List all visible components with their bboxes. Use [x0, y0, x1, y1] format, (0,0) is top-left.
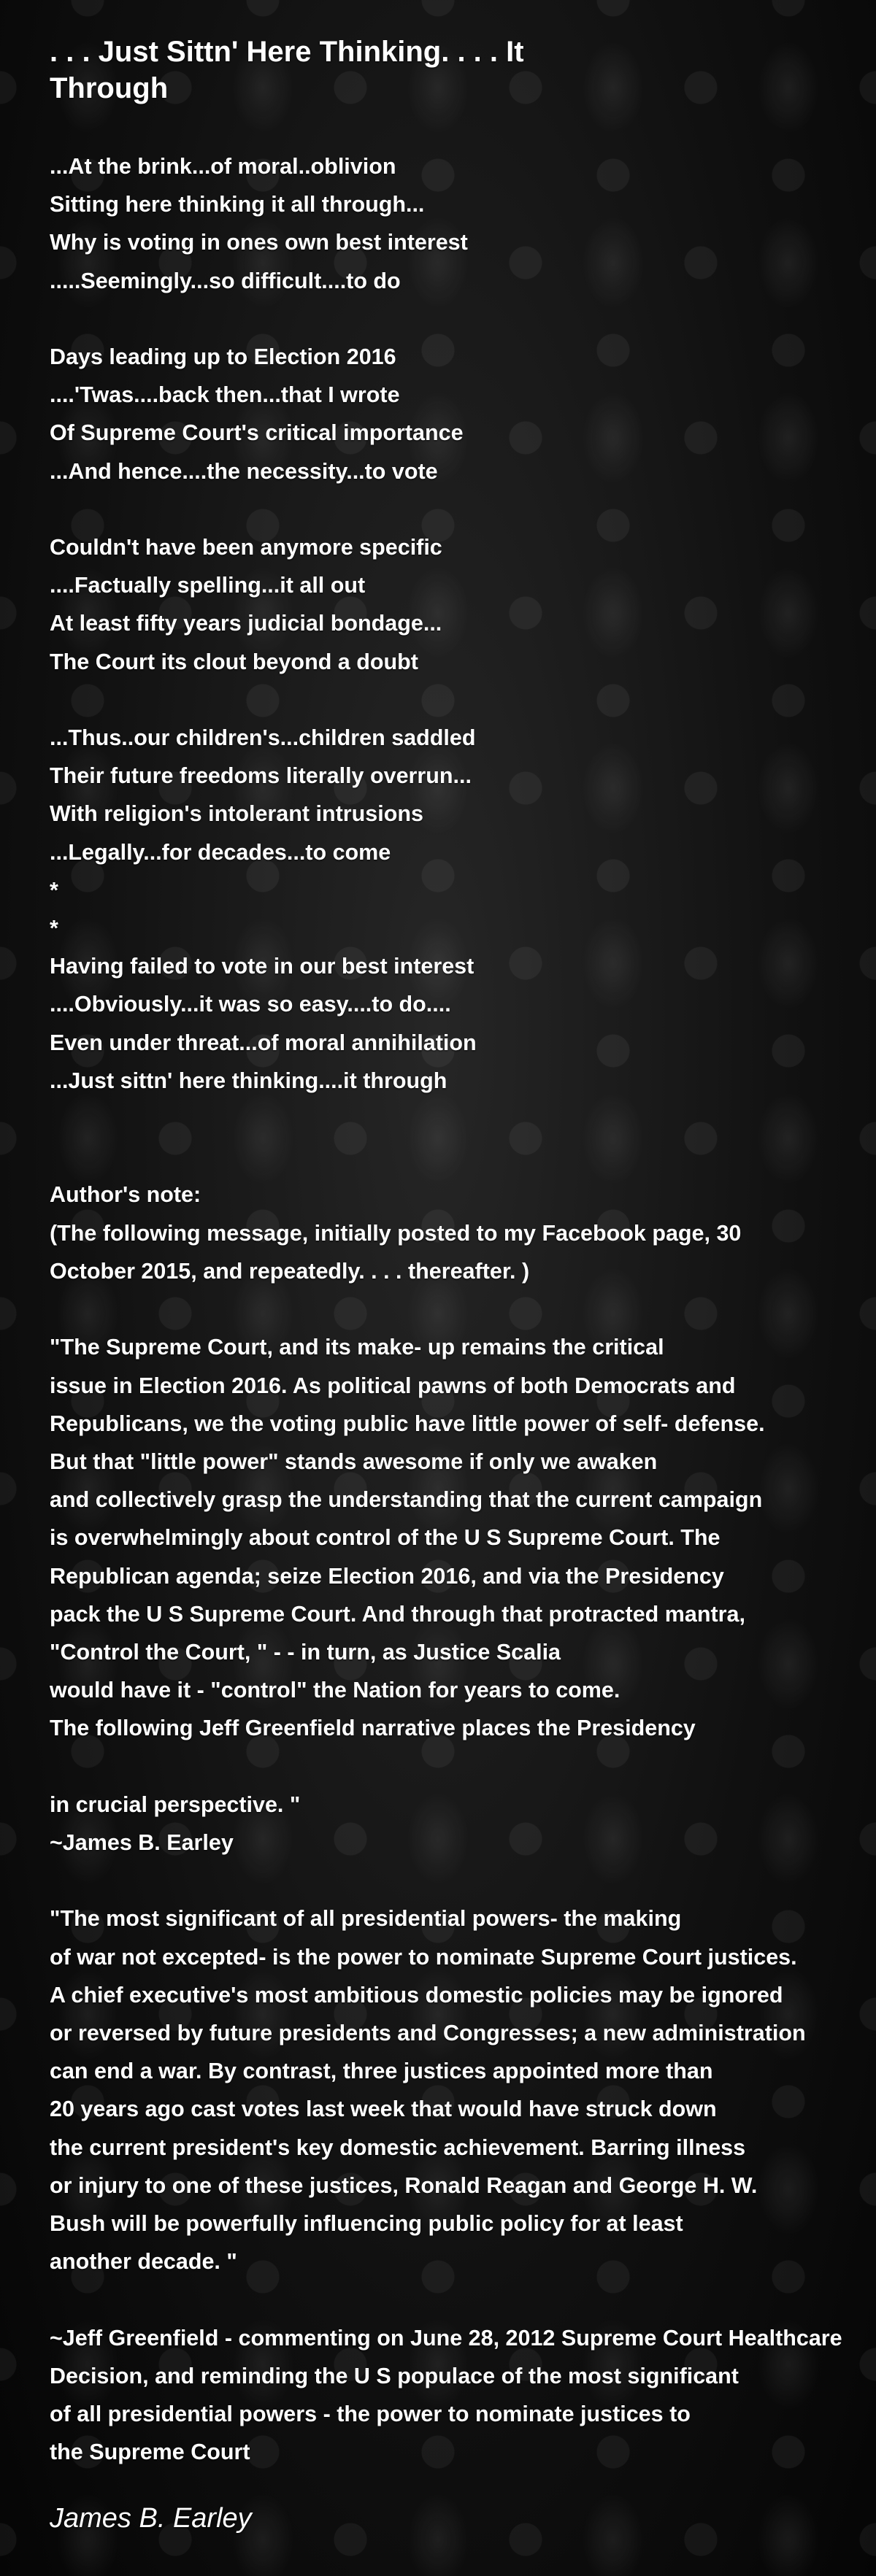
poem-author: James B. Earley — [50, 2503, 252, 2534]
poem-body: ...At the brink...of moral..oblivion Sitting here thinking it all through... Why is voting in ones own best interest .....Seemingly...so difficult....to do Days leading up to Election 2016 ....'Twas....back then...that I wrote Of Supreme Court's critical importance ...And hence....the necessity...to vote Couldn't have been anymore specific ....Factually spelling...it all out At least fifty years judicial bondage... The Court its clout beyond a doubt ...Thus..our children's...children saddled Their future freedoms literally overrun... With religion's intolerant intrusions ...Legally...for decades...to come * * Having failed to vote in our best interest ....Obviously...it was so easy....to do.... Even under threat...of moral annihilation ...Just sittn' here thinking....it through Author's note: (The following message, initially posted to my Facebook page, 30 October 2015, and repeatedly. . . . thereafter. ) "The Supreme Court, and its make- up remains the critical issue in Election 2016. As political pawns of both Democrats and Republicans, we the voting public have little power of self- defense. But that "little power" stands awesome if only we awaken and collectively grasp the understanding that the current campaign is overwhelmingly about control of the U S Supreme Court. The Republican agenda; seize Election 2016, and via the Presidency pack the U S Supreme Court. And through that protracted mantra, "Control the Court, " - - in turn, as Justice Scalia would have it - "control" the Nation for years to come. The following Jeff Greenfield narrative places the Presidency in crucial perspective. " ~James B. Earley "The most significant of all presidential powers- the making of war not excepted- is the power to nominate Supreme Court justices. A chief executive's most ambitious domestic policies may be ignored or reversed by future presidents and Congresses; a new administration can end a war. By contrast, three justices appointed more than 20 years ago cast votes last week that would have struck down the current president's key domestic achievement. Barring illness or injury to one of these justices, Ronald Reagan and George H. W. Bush will be powerfully influencing public policy for at least another decade. " ~Jeff Greenfield - commenting on June 28, 2012 Supreme Court Healthcare Decision, and reminding the U S populace of the most significant of all presidential powers - the power to nominate justices to the Supreme Court — [50, 154, 842, 2465]
poem-title: . . . Just Sittn' Here Thinking. . . . It Through — [50, 36, 524, 104]
